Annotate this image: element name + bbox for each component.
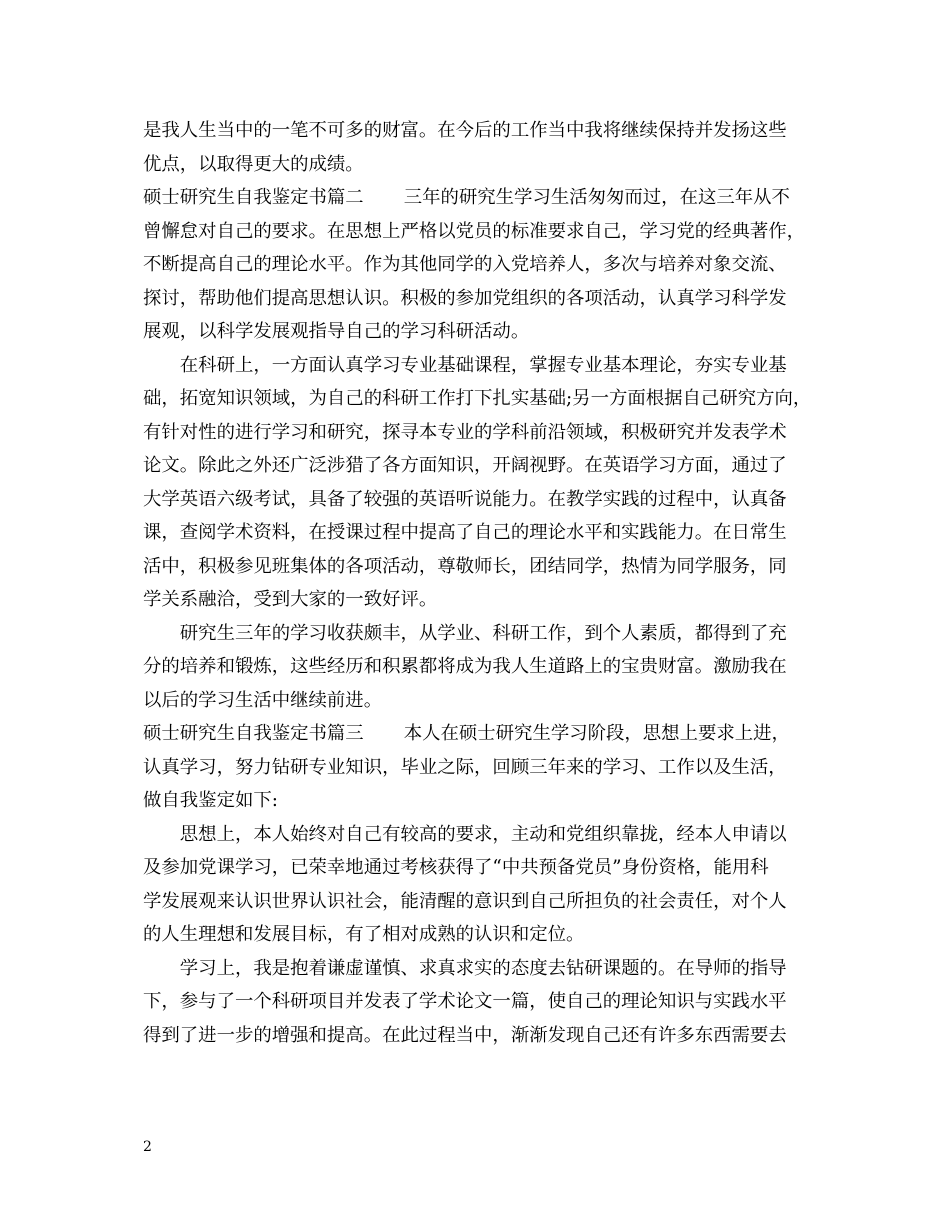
text-line: 础，拓宽知识领域，为自己的科研工作打下扎实基础;另一方面根据自己研究方向， (143, 388, 812, 409)
text-line: 展观，以科学发展观指导自己的学习科研活动。 (143, 321, 530, 342)
text-line: 课，查阅学术资料，在授课过程中提高了自己的理论水平和实践能力。在日常生 (143, 522, 787, 543)
section-two-line (143, 181, 813, 215)
text-line: 做自我鉴定如下: (143, 790, 278, 811)
section-three-text: 本人在硕士研究生学习阶段，思想上要求上进， (403, 723, 790, 744)
text-line: 探讨，帮助他们提高思想认识。积极的参加党组织的各项活动，认真学习科学发 (143, 287, 787, 309)
text-line: 曾懈怠对自己的要求。在思想上严格以党员的标准要求自己，学习党的经典著作， (143, 220, 806, 242)
body-text (143, 114, 813, 1052)
text-line: 及参加党课学习，已荣幸地通过考核获得了“中共预备党员”身份资格，能用科 (143, 857, 769, 878)
section-three-title: 硕士研究生自我鉴定书篇三 (143, 723, 364, 744)
text-line: 有针对性的进行学习和研究，探寻本专业的学科前沿领域，积极研究并发表学术 (143, 421, 787, 443)
section-two-title: 硕士研究生自我鉴定书篇二 (143, 187, 364, 208)
text-line: 不断提高自己的理论水平。作为其他同学的入党培养人，多次与培养对象交流、 (143, 254, 787, 275)
text-line: 学习上，我是抱着谦虚谨慎、求真求实的态度去钻研课题的。在导师的指导 (143, 957, 787, 979)
text-line: 以后的学习生活中继续前进。 (143, 689, 383, 711)
text-line: 下，参与了一个科研项目并发表了学术论文一篇，使自己的理论知识与实践水平 (143, 991, 787, 1012)
text-line: 是我人生当中的一笔不可多的财富。在今后的工作当中我将继续保持并发扬这些 (143, 120, 787, 141)
page-number: 2 (143, 1139, 152, 1155)
text-line: 论文。除此之外还广泛涉猎了各方面知识，开阔视野。在英语学习方面，通过了 (143, 455, 787, 476)
text-line: 在科研上，一方面认真学习专业基础课程，掌握专业基本理论，夯实专业基 (143, 354, 787, 376)
text-line: 研究生三年的学习收获颇丰，从学业、科研工作，到个人素质，都得到了充 (143, 622, 787, 644)
text-line: 思想上，本人始终对自己有较高的要求，主动和党组织靠拢，经本人申请以 (143, 823, 787, 845)
text-line: 大学英语六级考试，具备了较强的英语听说能力。在教学实践的过程中，认真备 (143, 488, 787, 510)
text-line: 优点，以取得更大的成绩。 (143, 153, 364, 175)
text-line: 分的培养和锻炼，这些经历和积累都将成为我人生道路上的宝贵财富。激励我在 (143, 656, 787, 677)
text-line: 的人生理想和发展目标，有了相对成熟的认识和定位。 (143, 924, 585, 945)
section-three-line (143, 717, 813, 751)
text-line: 得到了进一步的增强和提高。在此过程当中，渐渐发现自己还有许多东西需要去 (143, 1024, 787, 1046)
text-line: 活中，积极参见班集体的各项活动，尊敬师长，团结同学，热情为同学服务，同 (143, 555, 787, 577)
text-line: 认真学习，努力钻研专业知识，毕业之际，回顾三年来的学习、工作以及生活， (143, 756, 787, 778)
section-two-text: 三年的研究生学习生活匆匆而过，在这三年从不 (403, 187, 790, 208)
text-line: 学关系融洽，受到大家的一致好评。 (143, 589, 438, 610)
text-line: 学发展观来认识世界认识社会，能清醒的意识到自己所担负的社会责任，对个人 (143, 890, 787, 912)
